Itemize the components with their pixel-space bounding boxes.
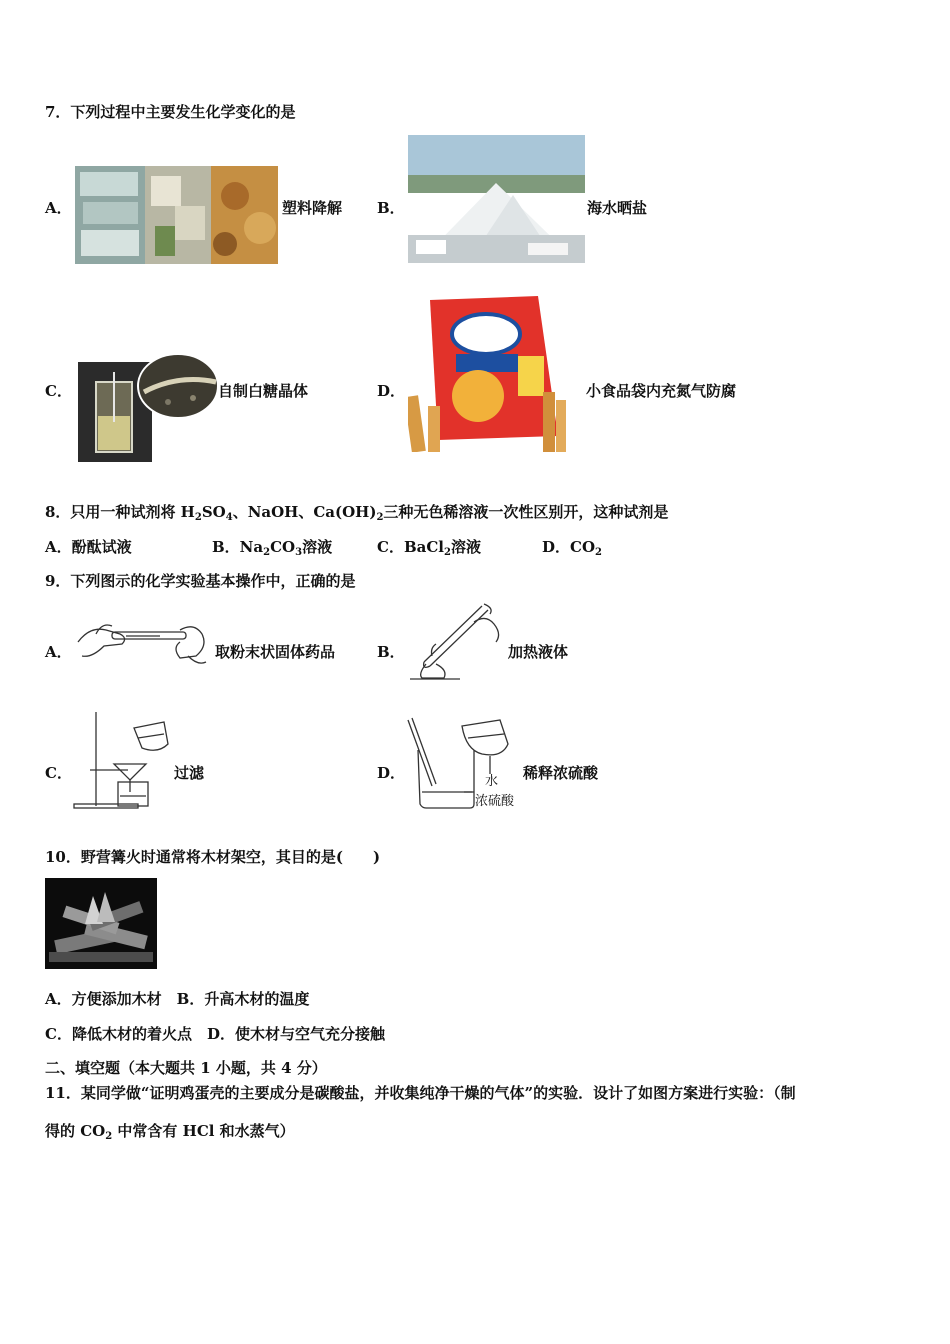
snack-bag-photo bbox=[408, 296, 568, 452]
filtration-setup-drawing bbox=[72, 708, 172, 810]
q7-stem: 7．下列过程中主要发生化学变化的是 bbox=[45, 103, 296, 121]
q7-option-c-text: 自制白糖晶体 bbox=[218, 382, 309, 400]
concentrated-acid-label: 浓硫酸 bbox=[475, 794, 515, 809]
q9-option-c-text: 过滤 bbox=[174, 764, 205, 782]
q8-option-d: D．$CO_2$ bbox=[542, 538, 602, 558]
q7-option-a-text: 塑料降解 bbox=[282, 199, 343, 217]
q8-option-b: B．$Na_2CO_3$溶液 bbox=[212, 538, 333, 558]
q7-option-d-letter: D． bbox=[377, 382, 406, 400]
plastic-degradation-photo bbox=[75, 166, 278, 264]
q7-option-a-letter: A． bbox=[45, 199, 72, 217]
q7-option-b-letter: B． bbox=[377, 199, 405, 217]
q10-stem: 10．野营篝火时通常将木材架空，其目的是( ) bbox=[45, 848, 381, 866]
water-label: 水 bbox=[485, 774, 499, 789]
q10-options-row1: A．方便添加木材 B．升高木材的温度 bbox=[45, 990, 310, 1008]
q10-options-row2: C．降低木材的着火点 D．使木材与空气充分接触 bbox=[45, 1025, 385, 1043]
q8-option-c: C．BaCl$_2$溶液 bbox=[377, 538, 481, 558]
q9-option-d-text: 稀释浓硫酸 bbox=[523, 764, 599, 782]
sugar-crystal-beaker-photo bbox=[78, 352, 218, 464]
q9-option-a-text: 取粉末状固体药品 bbox=[215, 643, 336, 661]
q11-stem-line2: 得的 $CO_2$ 中常含有 HCl 和水蒸气） bbox=[45, 1122, 295, 1142]
q9-option-b-letter: B． bbox=[377, 643, 405, 661]
q9-stem: 9．下列图示的化学实验基本操作中，正确的是 bbox=[45, 572, 356, 590]
powder-sampling-drawing bbox=[76, 612, 210, 670]
q9-option-b-text: 加热液体 bbox=[508, 643, 569, 661]
q8-option-a: A．酚酞试液 bbox=[45, 538, 132, 556]
q7-option-b-text: 海水晒盐 bbox=[587, 199, 648, 217]
q7-option-c-letter: C． bbox=[45, 382, 72, 400]
q9-option-d-letter: D． bbox=[377, 764, 406, 782]
q7-option-d-text: 小食品袋内充氮气防腐 bbox=[586, 382, 737, 400]
heating-liquid-drawing bbox=[404, 600, 506, 680]
campfire-photo bbox=[45, 878, 157, 969]
q9-option-a-letter: A． bbox=[45, 643, 72, 661]
section-heading-fill-in: 二、填空题（本大题共 1 小题，共 4 分） bbox=[45, 1059, 327, 1077]
q11-stem-line1: 11．某同学做“证明鸡蛋壳的主要成分是碳酸盐，并收集纯净干燥的气体”的实验．设计了如图方案进行实验：（制 bbox=[45, 1084, 796, 1102]
q9-option-c-letter: C． bbox=[45, 764, 72, 782]
sea-salt-pile-photo bbox=[408, 135, 585, 263]
q8-stem: 8．只用一种试剂将 $H_2SO_4$、NaOH、$Ca(OH)_2$三种无色稀溶液一次性区别开，这种试剂是 bbox=[45, 503, 669, 523]
